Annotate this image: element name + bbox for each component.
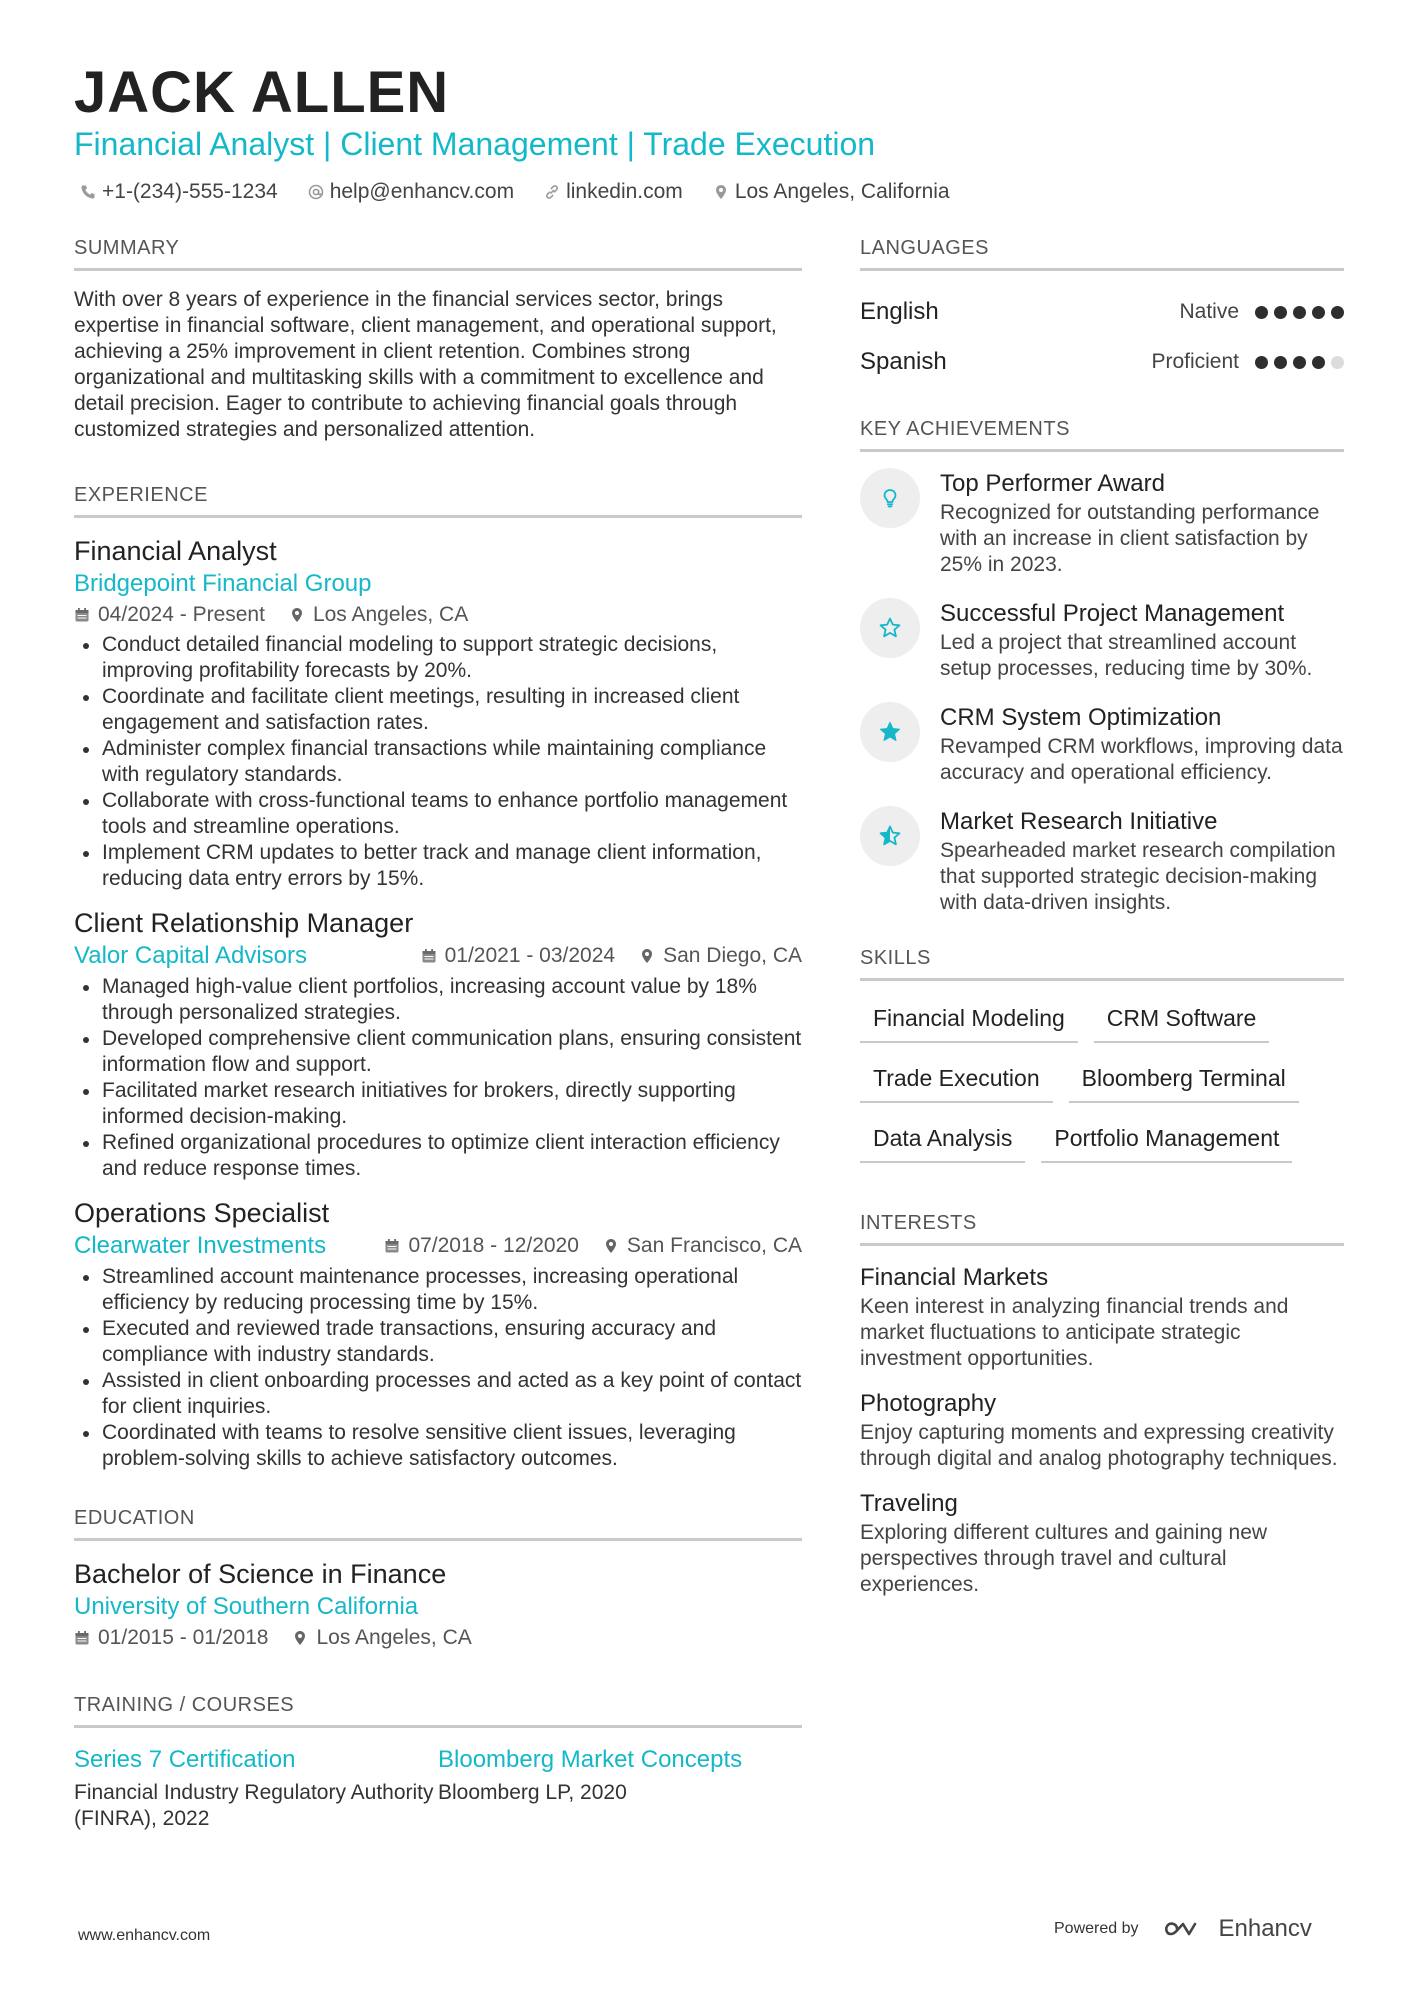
- location-pin-icon: [713, 184, 729, 200]
- language-level: Proficient: [1151, 350, 1239, 373]
- skill-tag: Financial Modeling: [860, 997, 1078, 1043]
- job-role: Operations Specialist: [74, 1198, 330, 1228]
- rating-dot-filled: [1255, 356, 1268, 369]
- job-bullets: [74, 1264, 802, 1472]
- job-dates: [421, 941, 615, 971]
- job-bullets: [74, 974, 802, 1182]
- interest-title: Photography: [860, 1390, 997, 1417]
- location-pin-icon: [292, 1630, 308, 1646]
- course-list: [74, 1744, 802, 1832]
- star-filled-icon: [878, 720, 902, 744]
- interests-section: [860, 1211, 1344, 1598]
- job-bullet: Implement CRM updates to better track and manage client information, reducing data entry errors by 15%.: [74, 840, 802, 892]
- footer-website[interactable]: www.enhancv.com: [78, 1927, 211, 1944]
- job-entry: [74, 534, 802, 892]
- job-entry: [74, 906, 802, 1182]
- summary-title: SUMMARY: [74, 236, 802, 271]
- language-level: Native: [1179, 300, 1239, 323]
- contact-email[interactable]: [308, 178, 514, 206]
- powered-by-label: Powered by: [1054, 1920, 1139, 1937]
- job-company-row: [74, 1230, 802, 1262]
- job-dates-text: 07/2018 - 12/2020: [408, 1234, 579, 1257]
- skills-title: SKILLS: [860, 946, 1344, 981]
- brand-name: Enhancv: [1218, 1915, 1312, 1942]
- location-pin-icon: [639, 948, 655, 964]
- summary-section: [74, 236, 802, 443]
- contact-phone[interactable]: [80, 178, 278, 206]
- job-bullet: Coordinate and facilitate client meetings, resulting in increased client engagement and satisfaction rates.: [74, 684, 802, 736]
- job-dates-text: 04/2024 - Present: [98, 603, 265, 626]
- achievement-item: [860, 806, 1344, 916]
- interest-title: Financial Markets: [860, 1264, 1049, 1291]
- headline: Financial Analyst | Client Management | Trade Execution: [74, 126, 876, 162]
- education-section: [74, 1506, 802, 1653]
- skill-tag: Data Analysis: [860, 1117, 1025, 1163]
- job-bullet: Coordinated with teams to resolve sensitive client issues, leveraging problem-solving skills to achieve satisfactory outcomes.: [74, 1420, 802, 1472]
- location-pin-icon: [603, 1238, 619, 1254]
- skill-tag: Portfolio Management: [1041, 1117, 1292, 1163]
- location-text: Los Angeles, California: [734, 180, 950, 203]
- achievement-title: CRM System Optimization: [940, 704, 1222, 731]
- education-dates: [74, 1623, 268, 1653]
- job-location: [639, 941, 802, 971]
- email-text: help@enhancv.com: [329, 180, 515, 203]
- languages-section: [860, 236, 1344, 387]
- language-item: [860, 287, 1344, 337]
- experience-section: [74, 483, 802, 1472]
- job-meta: [421, 941, 802, 971]
- achievements-title: KEY ACHIEVEMENTS: [860, 417, 1344, 452]
- education-location: [292, 1623, 471, 1653]
- rating-dot-filled: [1274, 306, 1287, 319]
- right-column: [860, 236, 1344, 1638]
- job-bullet: Facilitated market research initiatives for brokers, directly supporting informed decision-making.: [74, 1078, 802, 1130]
- calendar-icon: [384, 1238, 400, 1254]
- left-column: [74, 236, 802, 1872]
- enhancv-logo-icon: [1163, 1917, 1209, 1941]
- interest-item: [860, 1262, 1344, 1372]
- achievement-icon-wrap: [860, 468, 920, 528]
- at-icon: [308, 184, 324, 200]
- course-title: Bloomberg Market Concepts: [438, 1746, 743, 1773]
- star-outline-icon: [878, 616, 902, 640]
- job-location-text: San Francisco, CA: [626, 1234, 802, 1257]
- degree: Bachelor of Science in Finance: [74, 1559, 447, 1589]
- phone-text: +1-(234)-555-1234: [102, 180, 278, 203]
- achievement-desc: Recognized for outstanding performance with an increase in client satisfaction by 25% in 2023.: [940, 501, 1320, 576]
- phone-icon: [80, 184, 96, 200]
- achievement-desc: Spearheaded market research compilation that supported strategic decision-making with data-driven insights.: [940, 839, 1336, 914]
- language-name: Spanish: [860, 348, 947, 375]
- course-provider: Bloomberg LP, 2020: [438, 1781, 627, 1804]
- job-bullet: Executed and reviewed trade transactions, ensuring accuracy and compliance with industry standards.: [74, 1316, 802, 1368]
- job-company: Bridgepoint Financial Group: [74, 570, 372, 597]
- footer-branding: [1054, 1915, 1312, 1943]
- interest-title: Traveling: [860, 1490, 958, 1517]
- education-meta: [74, 1623, 802, 1653]
- calendar-icon: [74, 607, 90, 623]
- rating-dot-filled: [1293, 356, 1306, 369]
- course-title: Series 7 Certification: [74, 1746, 296, 1773]
- achievement-body: [940, 806, 1344, 916]
- location-pin-icon: [289, 607, 305, 623]
- course-item: [438, 1744, 802, 1832]
- achievement-body: [940, 598, 1344, 682]
- course-provider: Financial Industry Regulatory Authority (FINRA), 2022: [74, 1781, 434, 1830]
- rating-dot-filled: [1331, 306, 1344, 319]
- language-proficiency: [1151, 350, 1344, 374]
- contact-linkedin[interactable]: [544, 178, 683, 206]
- job-company-row: [74, 940, 802, 972]
- language-item: [860, 337, 1344, 387]
- calendar-icon: [421, 948, 437, 964]
- job-location: [603, 1231, 802, 1261]
- achievement-body: [940, 468, 1344, 578]
- skill-tag: Bloomberg Terminal: [1069, 1057, 1299, 1103]
- education-location-text: Los Angeles, CA: [316, 1626, 472, 1649]
- rating-dot-filled: [1312, 306, 1325, 319]
- rating-dot-filled: [1312, 356, 1325, 369]
- job-role: Financial Analyst: [74, 536, 277, 566]
- candidate-name: JACK ALLEN: [74, 60, 450, 125]
- job-dates: [74, 600, 265, 630]
- link-icon: [544, 184, 560, 200]
- job-bullet: Managed high-value client portfolios, increasing account value by 18% through personalized strategies.: [74, 974, 802, 1026]
- skill-tag: CRM Software: [1094, 997, 1270, 1043]
- job-meta: [74, 600, 802, 630]
- skills-section: [860, 946, 1344, 1163]
- job-bullet: Developed comprehensive client communication plans, ensuring consistent information flow and support.: [74, 1026, 802, 1078]
- achievements-section: [860, 417, 1344, 916]
- rating-dot-filled: [1293, 306, 1306, 319]
- job-dates-text: 01/2021 - 03/2024: [444, 944, 616, 967]
- achievement-item: [860, 598, 1344, 682]
- language-name: English: [860, 298, 939, 325]
- interest-desc: Keen interest in analyzing financial trends and market fluctuations to anticipate strategic investment opportunities.: [860, 1295, 1289, 1370]
- contact-bar: [80, 178, 950, 206]
- job-location-text: San Diego, CA: [663, 944, 802, 967]
- interest-desc: Enjoy capturing moments and expressing creativity through digital and analog photography techniques.: [860, 1421, 1338, 1470]
- summary-text: With over 8 years of experience in the financial services sector, brings expertise in financial software, client management, and operational support, achieving a 25% improvement in client retention. Combines strong organizational and multitasking skills with a commitment to excellence and detail precision. Eager to contribute to achieving financial goals through customized strategies and personalized attention.: [74, 288, 777, 441]
- job-bullet: Streamlined account maintenance processes, increasing operational efficiency by reducing processing time by 15%.: [74, 1264, 802, 1316]
- achievement-icon-wrap: [860, 806, 920, 866]
- achievement-title: Successful Project Management: [940, 600, 1285, 627]
- job-meta: [384, 1231, 802, 1261]
- skill-tag: Trade Execution: [860, 1057, 1053, 1103]
- job-bullet: Refined organizational procedures to optimize client interaction efficiency and reduce response times.: [74, 1130, 802, 1182]
- course-item: [74, 1744, 438, 1832]
- interest-item: [860, 1488, 1344, 1598]
- job-bullet: Conduct detailed financial modeling to support strategic decisions, improving profitability forecasts by 20%.: [74, 632, 802, 684]
- skill-list: [860, 997, 1344, 1163]
- star-half-icon: [878, 824, 902, 848]
- interest-item: [860, 1388, 1344, 1472]
- job-dates: [384, 1231, 578, 1261]
- school: University of Southern California: [74, 1593, 419, 1620]
- rating-dot-empty: [1331, 356, 1344, 369]
- linkedin-text: linkedin.com: [566, 180, 683, 203]
- interests-title: INTERESTS: [860, 1211, 1344, 1246]
- education-dates-text: 01/2015 - 01/2018: [98, 1626, 269, 1649]
- languages-title: LANGUAGES: [860, 236, 1344, 271]
- achievement-item: [860, 468, 1344, 578]
- rating-dot-filled: [1255, 306, 1268, 319]
- brand-logo[interactable]: [1163, 1915, 1312, 1943]
- calendar-icon: [74, 1630, 90, 1646]
- language-proficiency: [1179, 300, 1344, 324]
- job-bullet: Administer complex financial transactions while maintaining compliance with regulatory standards.: [74, 736, 802, 788]
- training-title: TRAINING / COURSES: [74, 1693, 802, 1728]
- achievement-desc: Led a project that streamlined account setup processes, reducing time by 30%.: [940, 631, 1313, 680]
- job-company: Clearwater Investments: [74, 1232, 327, 1259]
- job-location: [289, 600, 468, 630]
- rating-dots: [1255, 306, 1344, 319]
- achievement-body: [940, 702, 1344, 786]
- achievement-item: [860, 702, 1344, 786]
- contact-location: [713, 178, 950, 206]
- lightbulb-icon: [879, 487, 901, 509]
- experience-title: EXPERIENCE: [74, 483, 802, 518]
- achievement-icon-wrap: [860, 598, 920, 658]
- job-company: Valor Capital Advisors: [74, 942, 307, 969]
- rating-dots: [1255, 356, 1344, 369]
- achievement-title: Market Research Initiative: [940, 808, 1218, 835]
- rating-dot-filled: [1274, 356, 1287, 369]
- job-bullet: Assisted in client onboarding processes and acted as a key point of contact for client inquiries.: [74, 1368, 802, 1420]
- achievement-desc: Revamped CRM workflows, improving data accuracy and operational efficiency.: [940, 735, 1343, 784]
- job-entry: [74, 1196, 802, 1472]
- job-bullet: Collaborate with cross-functional teams to enhance portfolio management tools and streamline operations.: [74, 788, 802, 840]
- education-title: EDUCATION: [74, 1506, 802, 1541]
- job-bullets: [74, 632, 802, 892]
- achievement-title: Top Performer Award: [940, 470, 1165, 497]
- training-section: [74, 1693, 802, 1832]
- interest-desc: Exploring different cultures and gaining new perspectives through travel and cultural experiences.: [860, 1521, 1268, 1596]
- job-role: Client Relationship Manager: [74, 908, 414, 938]
- achievement-icon-wrap: [860, 702, 920, 762]
- job-location-text: Los Angeles, CA: [312, 603, 469, 626]
